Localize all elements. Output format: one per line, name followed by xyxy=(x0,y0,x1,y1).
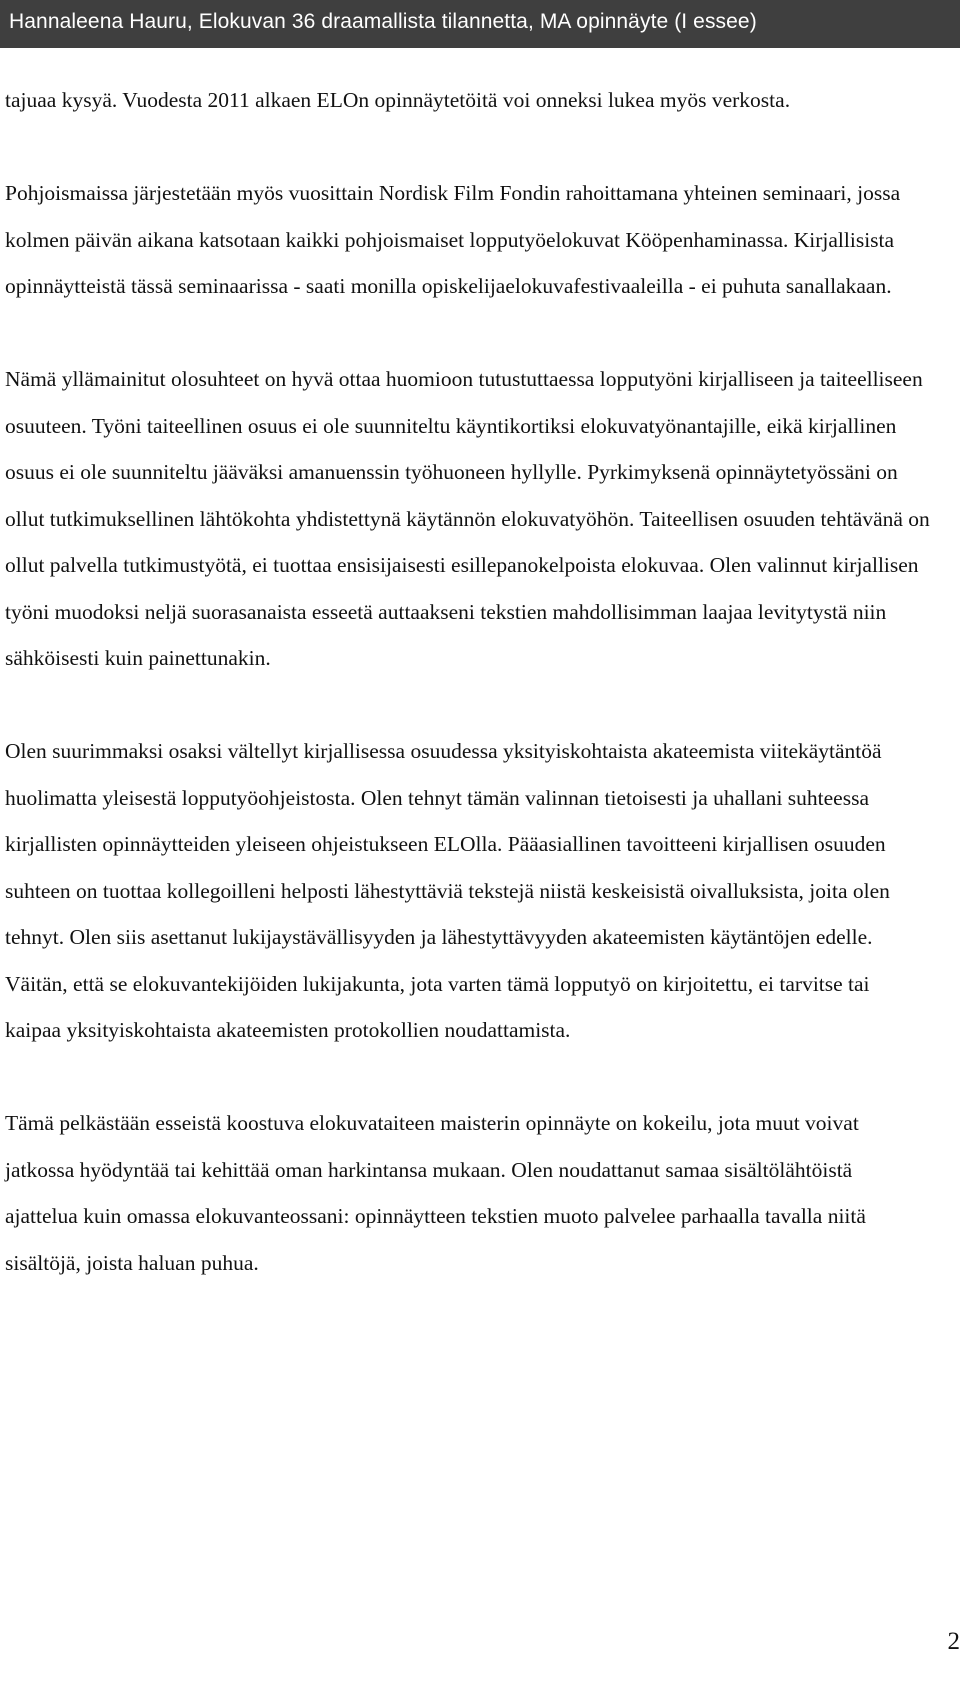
paragraph-2: Pohjoismaissa järjestetään myös vuosittain Nordisk Film Fondin rahoittamana yhteinen seminaari, jossa kolmen päivän aikana katsotaan kaikki pohjoismaiset lopputyöelokuvat Kööpenhaminassa. Kirjallisista opinnäytteistä tässä seminaarissa - saati monilla opiskelijaelokuvafestivaaleilla - ei puhuta sanallakaan. xyxy=(5,181,901,298)
page-number: 2 xyxy=(947,1628,960,1655)
header-title: Hannaleena Hauru, Elokuvan 36 draamallista tilannetta, MA opinnäyte (I essee) xyxy=(9,10,757,33)
page-body xyxy=(5,77,930,1286)
paragraph-1: tajuaa kysyä. Vuodesta 2011 alkaen ELOn opinnäytetöitä voi onneksi lukea myös verkosta. xyxy=(5,88,791,112)
paragraph-5: Tämä pelkästään esseistä koostuva elokuvataiteen maisterin opinnäyte on kokeilu, jota muut voivat jatkossa hyödyntää tai kehittää oman harkintansa mukaan. Olen noudattanut samaa sisältölähtöistä ajattelua kuin omassa elokuvanteossani: opinnäytteen tekstien muoto palvelee parhaalla tavalla niitä sisältöjä, joista haluan puhua. xyxy=(5,1111,866,1275)
paragraph-4: Olen suurimmaksi osaksi vältellyt kirjallisessa osuudessa yksityiskohtaista akateemista viitekäytäntöä huolimatta yleisestä lopputyöohjeistosta. Olen tehnyt tämän valinnan tietoisesti ja uhallani suhteessa kirjallisten opinnäytteiden yleiseen ohjeistukseen ELOlla. Pääasiallinen tavoitteeni kirjallisen osuuden suhteen on tuottaa kollegoilleni helposti lähestyttäviä tekstejä niistä keskeisistä oivalluksista, joita olen tehnyt. Olen siis asettanut lukijaystävällisyyden ja lähestyttävyyden akateemisten käytäntöjen edelle. Väitän, että se elokuvantekijöiden lukijakunta, jota varten tämä lopputyö on kirjoitettu, ei tarvitse tai kaipaa yksityiskohtaista akateemisten protokollien noudattamista. xyxy=(5,739,890,1042)
running-header xyxy=(0,0,960,48)
paragraph-3: Nämä yllämainitut olosuhteet on hyvä ottaa huomioon tutustuttaessa lopputyöni kirjalliseen ja taiteelliseen osuuteen. Työni taiteellinen osuus ei ole suunniteltu käyntikortiksi elokuvatyönantajille, eikä kirjallinen osuus ei ole suunniteltu jääväksi amanuenssin työhuoneen hyllylle. Pyrkimyksenä opinnäytetyössäni on ollut tutkimuksellinen lähtökohta yhdistettynä käytännön elokuvatyöhön. Taiteellisen osuuden tehtävänä on ollut palvella tutkimustyötä, ei tuottaa ensisijaisesti esillepanokelpoista elokuvaa. Olen valinnut kirjallisen työni muodoksi neljä suorasanaista esseetä auttaakseni tekstien mahdollisimman laajaa levitytystä niin sähköisesti kuin painettunakin. xyxy=(5,367,930,670)
